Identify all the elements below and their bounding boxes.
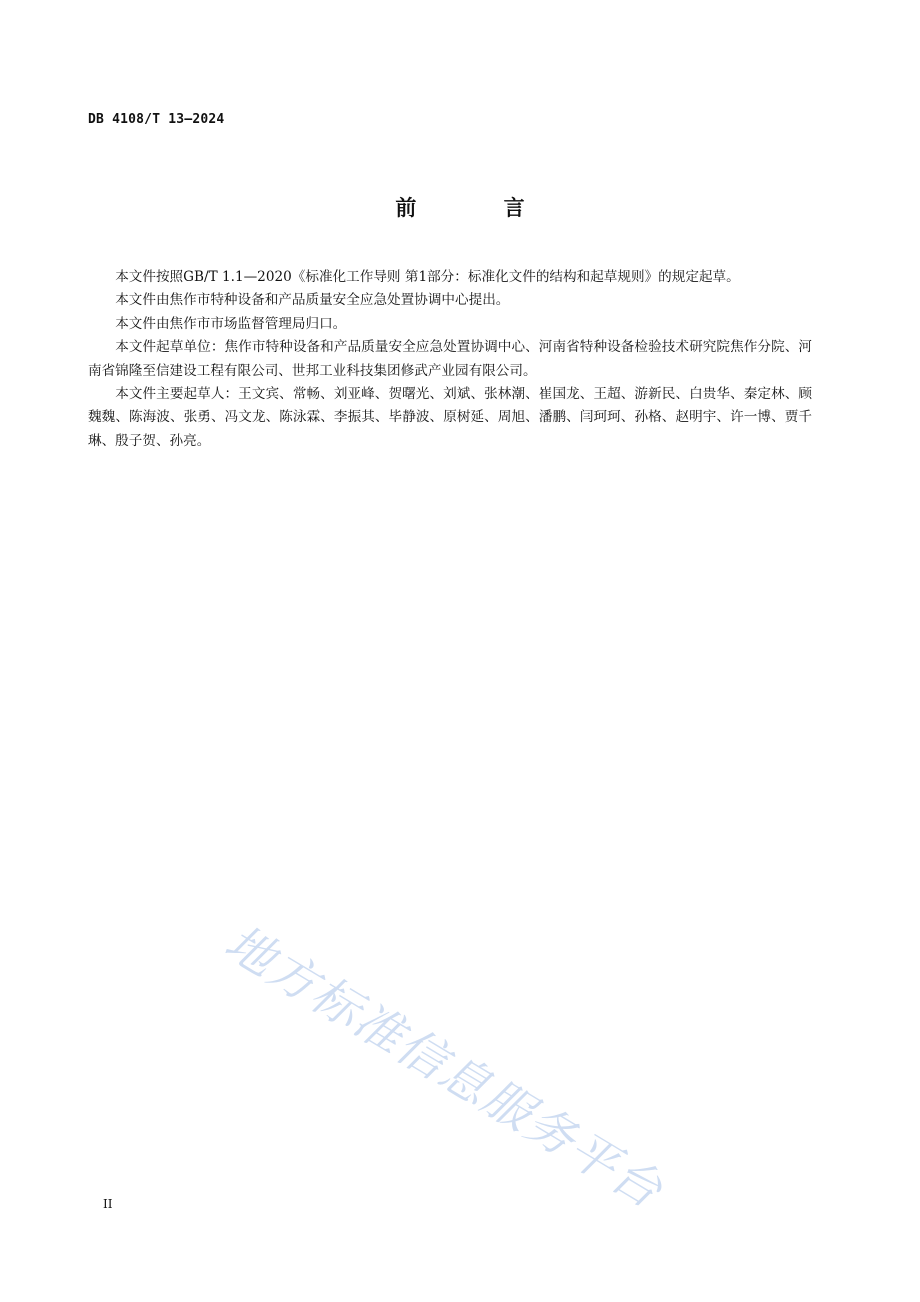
section-title: 前 言: [395, 196, 565, 220]
foreword-body: [88, 266, 812, 453]
paragraph-drafting-rules: 本文件按照GB/T 1.1—2020《标准化工作导则 第1部分：标准化文件的结构和起草规则》的规定起草。: [115, 269, 740, 285]
page-number: II: [103, 1197, 113, 1211]
paragraph-administrator: 本文件由焦作市市场监督管理局归口。: [115, 315, 347, 332]
document-code: DB 4108/T 13—2024: [88, 112, 225, 127]
paragraph-drafting-units: 本文件起草单位：焦作市特种设备和产品质量安全应急处置协调中心、河南省特种设备检验技术研究院焦作分院、河南省锦隆至信建设工程有限公司、世邦工业科技集团修武产业园有限公司。: [88, 339, 812, 379]
paragraph-drafters: 本文件主要起草人：王文宾、常畅、刘亚峰、贺曙光、刘斌、张林潮、崔国龙、王超、游新民、白贵华、秦定林、顾魏魏、陈海波、张勇、冯文龙、陈泳霖、李振其、毕静波、原树延、周旭、潘鹏、闫珂珂、孙格、赵明宇、许一博、贾千琳、殷子贺、孙亮。: [88, 386, 812, 449]
paragraph-proposer: 本文件由焦作市特种设备和产品质量安全应急处置协调中心提出。: [115, 292, 510, 309]
watermark: 地方标准信息服务平台: [215, 914, 673, 1220]
